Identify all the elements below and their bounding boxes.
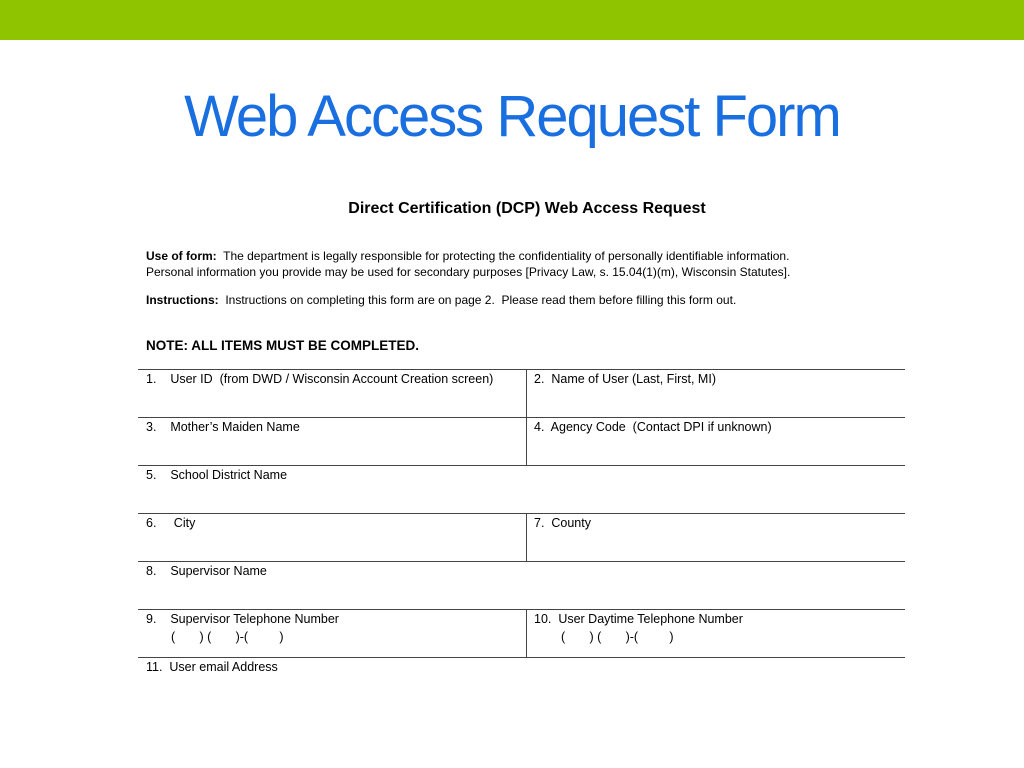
use-of-form-label: Use of form: (146, 249, 217, 263)
top-accent-bar (0, 0, 1024, 40)
user-phone-field[interactable] (526, 610, 905, 657)
document-title: Direct Certification (DCP) Web Access Request (348, 200, 706, 217)
school-district-label: 5. School District Name (146, 468, 288, 482)
user-email-label: 11. User email Address (146, 660, 278, 674)
user-email-field[interactable] (138, 658, 905, 682)
instructions-text: Instructions on completing this form are on page 2. Please read them before filling this form out. (218, 293, 737, 307)
use-of-form-paragraph (146, 248, 906, 280)
form-row-1 (138, 369, 905, 417)
agency-code-label: 4. Agency Code (Contact DPI if unknown) (534, 420, 772, 434)
user-name-field[interactable] (526, 370, 905, 417)
user-id-label: 1. User ID (from DWD / Wisconsin Account Creation screen) (146, 372, 494, 386)
form-row-3 (138, 465, 905, 513)
supervisor-phone-field[interactable] (138, 610, 526, 657)
slide-title: Web Access Request Form (184, 84, 840, 149)
county-label: 7. County (534, 516, 591, 530)
supervisor-name-label: 8. Supervisor Name (146, 564, 267, 578)
form-row-5 (138, 561, 905, 609)
supervisor-name-field[interactable] (138, 562, 905, 609)
user-name-label: 2. Name of User (Last, First, MI) (534, 372, 716, 386)
supervisor-phone-label: 9. Supervisor Telephone Number (146, 612, 339, 626)
form-row-6 (138, 609, 905, 657)
request-form-table (138, 369, 905, 682)
mothers-maiden-name-field[interactable] (138, 418, 526, 465)
city-label: 6. City (146, 516, 196, 530)
use-of-form-text-line1: The department is legally responsible for protecting the confidentiality of personally identifiable information. (216, 249, 790, 263)
form-row-4 (138, 513, 905, 561)
form-row-2 (138, 417, 905, 465)
note-all-items-required: NOTE: ALL ITEMS MUST BE COMPLETED. (146, 338, 419, 353)
use-of-form-text-line2: Personal information you provide may be used for secondary purposes [Privacy Law, s. 15.04(1)(m), Wisconsin Statutes]. (146, 265, 791, 279)
county-field[interactable] (526, 514, 905, 561)
user-id-field[interactable] (138, 370, 526, 417)
city-field[interactable] (138, 514, 526, 561)
supervisor-phone-template: ( ) ( )-( ) (171, 630, 284, 644)
user-phone-label: 10. User Daytime Telephone Number (534, 612, 743, 626)
agency-code-field[interactable] (526, 418, 905, 465)
instructions-paragraph (146, 292, 906, 308)
school-district-field[interactable] (138, 466, 905, 513)
form-row-7 (138, 657, 905, 682)
user-phone-template: ( ) ( )-( ) (561, 630, 674, 644)
instructions-label: Instructions: (146, 293, 219, 307)
mothers-maiden-name-label: 3. Mother’s Maiden Name (146, 420, 300, 434)
